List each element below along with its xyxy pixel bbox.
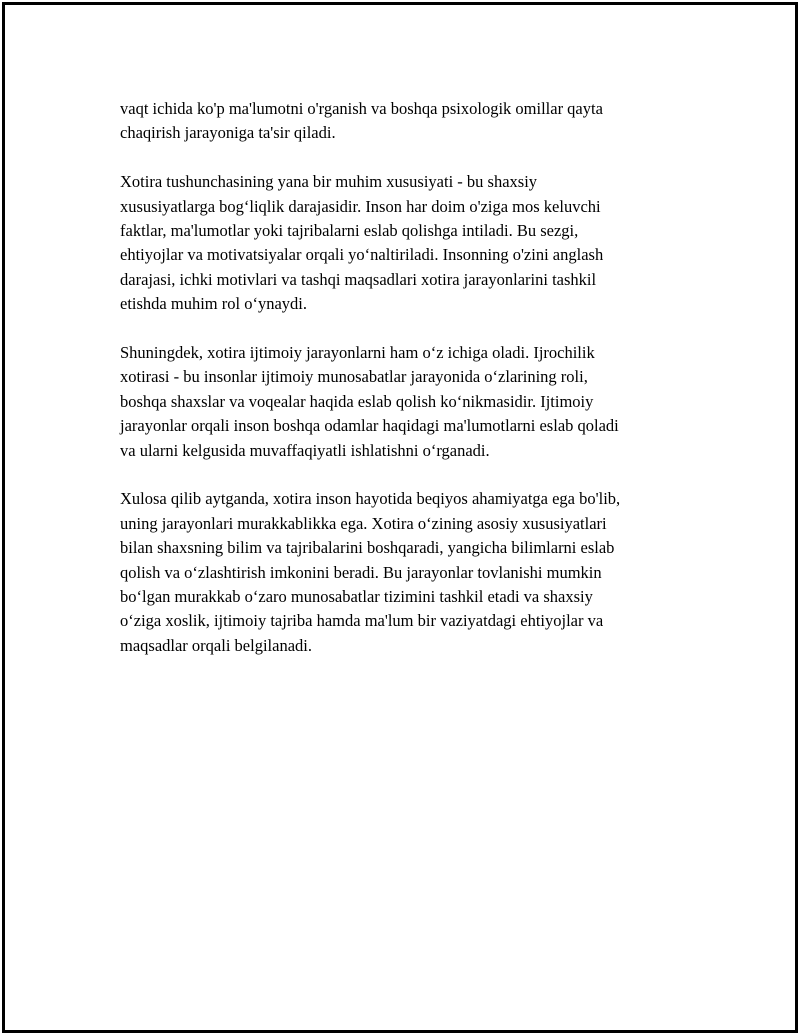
paragraph-line: chaqirish jarayoniga ta'sir qiladi. [120,123,336,143]
paragraph-line: xotirasi - bu insonlar ijtimoiy munosabatlar jarayonida o‘zlarining roli, [120,367,588,387]
paragraph-2 [120,170,680,316]
paragraph-line: boshqa shaxslar va voqealar haqida eslab qolish ko‘nikmasidir. Ijtimoiy [120,391,594,411]
paragraph-line: etishda muhim rol o‘ynaydi. [120,294,307,314]
paragraph-line: vaqt ichida ko'p ma'lumotni o'rganish va boshqa psixologik omillar qayta [120,99,603,118]
paragraph-line: qolish va o‘zlashtirish imkonini beradi. Bu jarayonlar tovlanishi mumkin [120,562,602,582]
paragraph-line: xususiyatlarga bog‘liqlik darajasidir. Inson har doim o'ziga mos keluvchi [120,196,601,216]
paragraph-line: maqsadlar orqali belgilanadi. [120,635,312,655]
paragraph-line: o‘ziga xoslik, ijtimoiy tajriba hamda ma'lum bir vaziyatdagi ehtiyojlar va [120,611,604,631]
paragraph-line: Shuningdek, xotira ijtimoiy jarayonlarni ham o‘z ichiga oladi. Ijrochilik [120,343,595,363]
paragraph-4 [120,487,680,658]
paragraph-line: Xotira tushunchasining yana bir muhim xususiyati - bu shaxsiy [120,172,538,192]
paragraph-line: darajasi, ichki motivlari va tashqi maqsadlari xotira jarayonlarini tashkil [120,269,597,289]
paragraph-3 [120,341,680,463]
document-body [120,97,680,683]
paragraph-line: bo‘lgan murakkab o‘zaro munosabatlar tizimini tashkil etadi va shaxsiy [120,587,593,607]
document-page [2,2,798,1033]
paragraph-line: ehtiyojlar va motivatsiyalar orqali yo‘naltiriladi. Insonning o'zini anglash [120,245,604,265]
paragraph-line: bilan shaxsning bilim va tajribalarini boshqaradi, yangicha bilimlarni eslab [120,538,615,558]
paragraph-line: jarayonlar orqali inson boshqa odamlar haqidagi ma'lumotlarni eslab qoladi [120,416,619,436]
paragraph-line: uning jarayonlari murakkablikka ega. Xotira o‘zining asosiy xususiyatlari [120,513,607,533]
paragraph-line: faktlar, ma'lumotlar yoki tajribalarni eslab qolishga intiladi. Bu sezgi, [120,221,579,241]
paragraph-line: Xulosa qilib aytganda, xotira inson hayotida beqiyos ahamiyatga ega bo'lib, [120,489,621,509]
paragraph-1 [120,97,680,146]
paragraph-line: va ularni kelgusida muvaffaqiyatli ishlatishni o‘rganadi. [120,440,490,460]
